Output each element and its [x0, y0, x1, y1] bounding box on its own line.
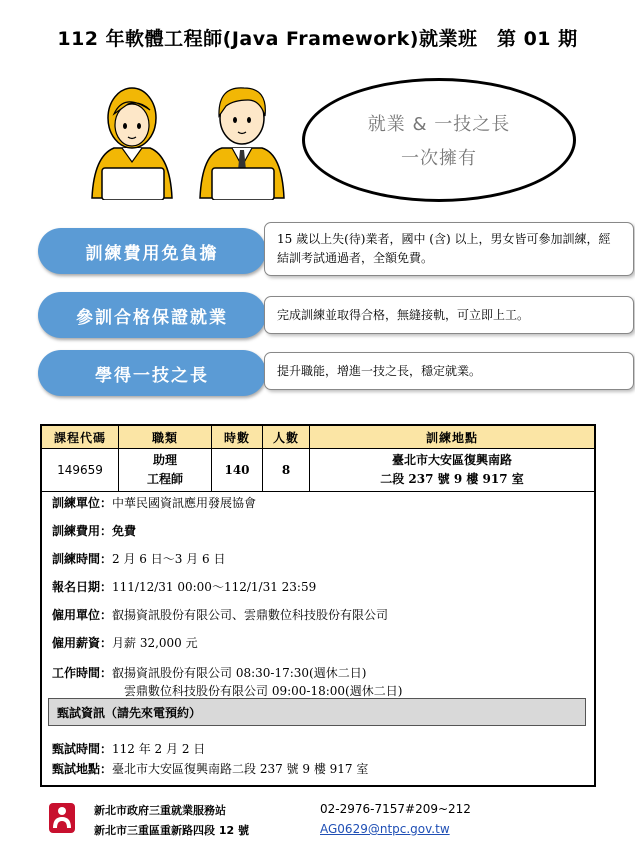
footer-phone: 02-2976-7157#209~212: [320, 802, 471, 816]
page-title: 112 年軟體工程師(Java Framework)就業班 第 01 期: [57, 28, 578, 50]
label: 僱用單位：: [52, 608, 113, 622]
value: 叡揚資訊股份有限公司、雲鼎數位科技股份有限公司: [112, 608, 389, 622]
exam-place: [52, 760, 368, 777]
feature-description: 提升職能，增進一技之長，穩定就業。: [264, 352, 634, 390]
training-fee: [52, 522, 136, 539]
training-time: [52, 550, 225, 567]
slogan-bubble: [302, 78, 576, 202]
exam-info-header: 甄試資訊（請先來電預約）: [48, 698, 586, 726]
value: 2 月 6 日～3 月 6 日: [112, 552, 226, 566]
value: 112 年 2 月 2 日: [112, 742, 206, 756]
label: 報名日期：: [52, 580, 113, 594]
registration-date: [52, 578, 316, 595]
label: 甄試地點：: [52, 762, 113, 776]
label: 甄試時間：: [52, 742, 113, 756]
label: 訓練時間：: [52, 552, 113, 566]
label: 訓練單位：: [52, 496, 113, 510]
value: 中華民國資訊應用發展協會: [112, 496, 257, 510]
column-header: 時數: [212, 426, 263, 449]
column-header: 訓練地點: [310, 426, 595, 449]
value: 月薪 32,000 元: [112, 636, 198, 650]
training-location: [310, 449, 595, 492]
footer-org: 新北市政府三重就業服務站: [94, 804, 226, 817]
slogan-line1: 就業 & 一技之長: [367, 114, 511, 135]
training-unit: [52, 494, 256, 511]
man-figure: [200, 88, 284, 200]
column-header: 課程代碼: [42, 426, 119, 449]
job-line: 助理: [152, 453, 177, 467]
table-row: [42, 449, 594, 492]
exam-time: [52, 740, 205, 757]
work-time: [52, 664, 366, 681]
value: 111/12/31 00:00～112/1/31 23:59: [112, 580, 317, 594]
feature-pill: 參訓合格保證就業: [38, 292, 266, 338]
feature-description: 15 歲以上失(待)業者，國中 (含) 以上，男女皆可參加訓練，經結訓考試通過者，全額免費。: [264, 222, 634, 276]
value: 臺北市大安區復興南路二段 237 號 9 樓 917 室: [112, 762, 369, 776]
people-count: 8: [263, 449, 310, 492]
label: 僱用薪資：: [52, 636, 113, 650]
salary: [52, 634, 198, 651]
column-header: 職類: [119, 426, 212, 449]
footer-email-link[interactable]: AG0629@ntpc.gov.tw: [320, 822, 450, 836]
footer: [48, 800, 608, 840]
course-code: 149659: [42, 449, 119, 492]
employer: [52, 606, 388, 623]
employment-service-logo-icon: [48, 802, 76, 834]
location-line: 臺北市大安區復興南路: [391, 453, 512, 467]
location-line: 二段 237 號 9 樓 917 室: [380, 472, 524, 486]
hours: 140: [212, 449, 263, 492]
label: 工作時間：: [52, 666, 113, 680]
course-table: [42, 426, 594, 492]
label: 訓練費用：: [52, 524, 113, 538]
job-line: 工程師: [146, 472, 183, 486]
value: 免費: [112, 524, 137, 538]
feature-pill: 訓練費用免負擔: [38, 228, 266, 274]
value: 叡揚資訊股份有限公司 08:30-17:30(週休二日): [112, 666, 367, 680]
course-info-box: [40, 424, 596, 787]
table-header-row: [42, 426, 594, 449]
work-time-line2: 雲鼎數位科技股份有限公司 09:00-18:00(週休二日): [124, 684, 403, 698]
footer-address: 新北市三重區重新路四段 12 號: [94, 824, 249, 837]
column-header: 人數: [263, 426, 310, 449]
job-category: [119, 449, 212, 492]
slogan-line2: 一次擁有: [401, 148, 477, 169]
people-illustration: [88, 70, 298, 200]
woman-figure: [92, 88, 172, 200]
feature-description: 完成訓練並取得合格，無縫接軌，可立即上工。: [264, 296, 634, 334]
feature-pill: 學得一技之長: [38, 350, 266, 396]
